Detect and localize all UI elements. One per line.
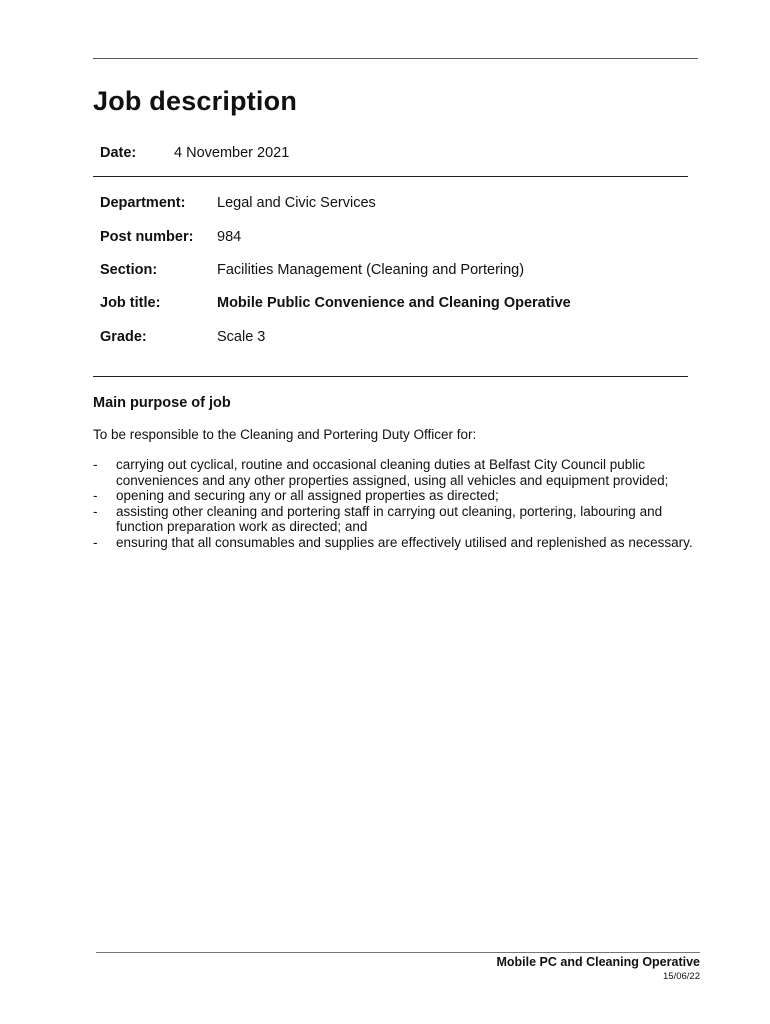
field-value: Scale 3 xyxy=(217,329,266,345)
duties-list xyxy=(93,457,703,550)
field-label: Department: xyxy=(100,195,186,211)
top-divider xyxy=(93,58,698,59)
list-item xyxy=(93,504,703,535)
field-label: Job title: xyxy=(100,295,161,311)
main-purpose-heading: Main purpose of job xyxy=(93,395,231,411)
footer-title: Mobile PC and Cleaning Operative xyxy=(496,955,700,969)
bullet-dash: - xyxy=(93,503,98,519)
field-grade xyxy=(100,329,700,349)
bullet-dash: - xyxy=(93,534,98,550)
field-value: 984 xyxy=(217,229,242,245)
bullet-dash: - xyxy=(93,488,98,503)
list-item xyxy=(93,535,703,551)
duty-text: ensuring that all consumables and supplies are effectively utilised and replenished as necessary. xyxy=(116,534,693,550)
duty-text: opening and securing any or all assigned properties as directed; xyxy=(116,488,499,503)
header-divider xyxy=(93,176,688,177)
field-value: Facilities Management (Cleaning and Portering) xyxy=(217,262,525,278)
field-label: Section: xyxy=(100,262,158,278)
field-label: Post number: xyxy=(100,229,194,245)
field-job-title xyxy=(100,295,700,315)
field-value: Mobile Public Convenience and Cleaning Operative xyxy=(217,295,571,311)
field-department xyxy=(100,195,700,215)
list-item xyxy=(93,457,703,488)
field-value: Legal and Civic Services xyxy=(217,195,376,211)
field-post-number xyxy=(100,229,700,249)
date-label: Date: xyxy=(100,145,137,161)
duty-text: assisting other cleaning and portering staff in carrying out cleaning, portering, labouring and function preparation work as directed; and xyxy=(116,503,663,534)
page-title: Job description xyxy=(93,86,298,116)
field-label: Grade: xyxy=(100,329,147,345)
list-item xyxy=(93,488,703,504)
date-value: 4 November 2021 xyxy=(174,145,290,161)
footer-divider xyxy=(96,952,700,953)
duty-text: carrying out cyclical, routine and occasional cleaning duties at Belfast City Council public conveniences and any other properties assigned, using all vehicles and equipment provided; xyxy=(116,457,669,488)
bullet-dash: - xyxy=(93,457,98,472)
section-divider xyxy=(93,376,688,377)
field-section xyxy=(100,262,700,282)
main-purpose-intro: To be responsible to the Cleaning and Portering Duty Officer for: xyxy=(93,427,477,442)
footer-date: 15/06/22 xyxy=(663,971,700,982)
